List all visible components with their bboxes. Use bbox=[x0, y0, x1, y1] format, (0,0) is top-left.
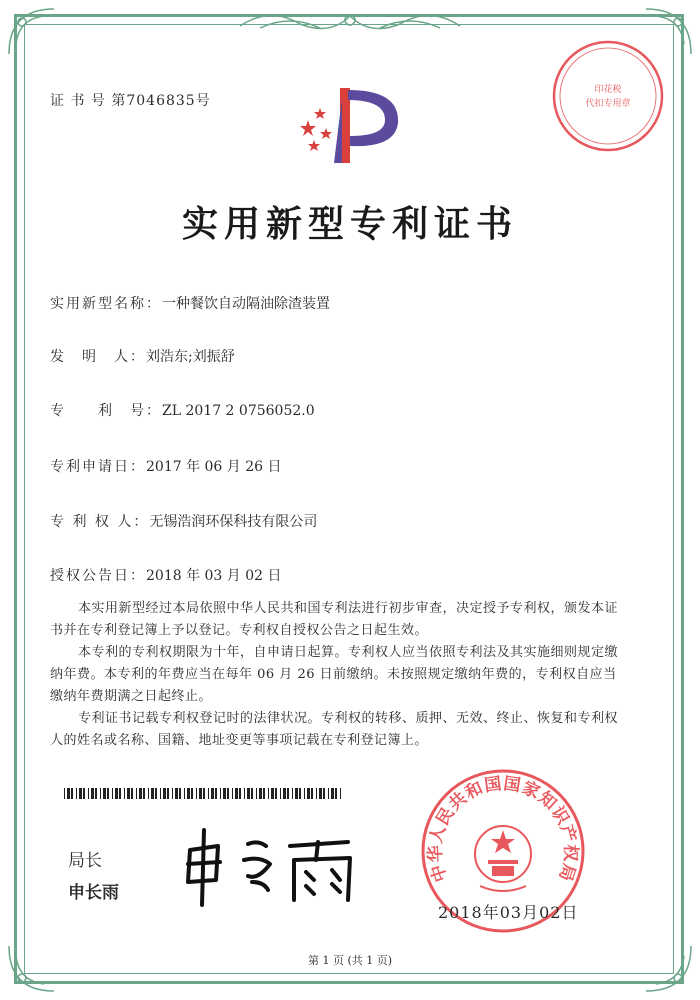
barcode-bar bbox=[323, 788, 325, 799]
page-number: 第 1 页 (共 1 页) bbox=[307, 954, 393, 967]
barcode-bar bbox=[124, 788, 125, 799]
barcode-bar bbox=[187, 788, 190, 799]
field-value: 一种餐饮自动隔油除渣装置 bbox=[162, 296, 330, 312]
body-paragraph: 本专利的专利权期限为十年，自申请日起算。专利权人应当依照专利法及其实施细则规定缴纳年费。本专利的年费应当在每年 06 月 26 日前缴纳。未按照规定缴纳年费的，专利权自应当缴纳年费期满之日起终止。 bbox=[50, 645, 619, 704]
barcode-bar bbox=[227, 788, 229, 799]
barcode-bar bbox=[335, 788, 337, 799]
barcode-bar bbox=[191, 788, 193, 799]
barcode-icon bbox=[64, 788, 344, 799]
barcode-bar bbox=[148, 788, 149, 799]
barcode-bar bbox=[239, 788, 241, 799]
barcode-bar bbox=[251, 788, 253, 799]
signatory-name: 申长雨 bbox=[68, 883, 119, 903]
barcode-bar bbox=[287, 788, 289, 799]
field-value: 刘浩东;刘振舒 bbox=[146, 349, 235, 365]
seal-text: 中华人民共和国国家知识产权局 bbox=[425, 773, 581, 885]
signatory-title: 局长 bbox=[68, 851, 102, 871]
barcode-bar bbox=[107, 788, 109, 799]
field-inventor bbox=[50, 346, 235, 366]
barcode-bar bbox=[179, 788, 181, 799]
barcode-bar bbox=[304, 788, 305, 799]
barcode-bar bbox=[139, 788, 142, 799]
barcode-bar bbox=[203, 788, 205, 799]
barcode-bar bbox=[268, 788, 269, 799]
body-paragraph: 本实用新型经过本局依照中华人民共和国专利法进行初步审查，决定授予专利权，颁发本证书并在专利登记簿上予以登记。专利权自授权公告之日起生效。 bbox=[50, 601, 619, 638]
barcode-bar bbox=[115, 788, 118, 799]
field-label: 专 利 号： bbox=[50, 403, 162, 419]
barcode-bar bbox=[328, 788, 329, 799]
seal-date: 2018年03月02日 bbox=[438, 903, 579, 922]
barcode-bar bbox=[100, 788, 101, 799]
top-ornament-icon bbox=[230, 6, 470, 36]
barcode-bar bbox=[88, 788, 89, 799]
field-utility-model-name bbox=[50, 293, 330, 313]
field-label: 专 利 权 人： bbox=[50, 514, 150, 530]
field-label: 实用新型名称： bbox=[50, 296, 162, 312]
corner-ornament-icon bbox=[4, 4, 64, 64]
barcode-bar bbox=[131, 788, 133, 799]
barcode-bar bbox=[167, 788, 169, 799]
handwritten-signature-icon bbox=[178, 820, 378, 910]
patent-office-logo-icon bbox=[290, 78, 410, 168]
barcode-bar bbox=[79, 788, 82, 799]
body-paragraph: 专利证书记载专利权登记时的法律状况。专利权的转移、质押、无效、终止、恢复和专利权人的姓名或名称、国籍、地址变更等事项记载在专利登记簿上。 bbox=[50, 711, 619, 748]
barcode-bar bbox=[299, 788, 301, 799]
barcode-bar bbox=[232, 788, 233, 799]
barcode-bar bbox=[247, 788, 250, 799]
barcode-bar bbox=[223, 788, 226, 799]
barcode-bar bbox=[95, 788, 97, 799]
certificate-number: 证 书 号 第7046835号 bbox=[50, 93, 211, 109]
barcode-bar bbox=[67, 788, 70, 799]
barcode-bar bbox=[208, 788, 209, 799]
barcode-bar bbox=[160, 788, 161, 799]
barcode-bar bbox=[263, 788, 265, 799]
barcode-bar bbox=[112, 788, 113, 799]
barcode-bar bbox=[316, 788, 317, 799]
barcode-bar bbox=[119, 788, 121, 799]
barcode-bar bbox=[71, 788, 73, 799]
barcode-bar bbox=[244, 788, 245, 799]
field-label: 发 明 人： bbox=[50, 349, 146, 365]
tax-stamp-center-text: 印花税 bbox=[594, 85, 622, 95]
barcode-bar bbox=[83, 788, 85, 799]
field-label: 授权公告日： bbox=[50, 568, 146, 584]
barcode-bar bbox=[184, 788, 185, 799]
barcode-bar bbox=[259, 788, 262, 799]
tax-stamp-icon bbox=[548, 36, 668, 156]
barcode-bar bbox=[340, 788, 341, 799]
barcode-bar bbox=[151, 788, 154, 799]
barcode-bar bbox=[172, 788, 173, 799]
barcode-bar bbox=[295, 788, 298, 799]
barcode-bar bbox=[136, 788, 137, 799]
barcode-bar bbox=[103, 788, 106, 799]
field-value: 2018 年 03 月 02 日 bbox=[146, 568, 282, 584]
field-value: 无锡浩润环保科技有限公司 bbox=[149, 514, 318, 530]
barcode-bar bbox=[199, 788, 202, 799]
barcode-bar bbox=[275, 788, 277, 799]
barcode-bar bbox=[283, 788, 286, 799]
barcode-bar bbox=[235, 788, 238, 799]
barcode-bar bbox=[319, 788, 322, 799]
barcode-bar bbox=[91, 788, 94, 799]
barcode-bar bbox=[143, 788, 145, 799]
barcode-bar bbox=[127, 788, 130, 799]
barcode-bar bbox=[256, 788, 257, 799]
barcode-bar bbox=[64, 788, 65, 799]
barcode-bar bbox=[307, 788, 310, 799]
field-filing-date bbox=[50, 456, 282, 476]
barcode-bar bbox=[311, 788, 313, 799]
barcode-bar bbox=[331, 788, 334, 799]
tax-stamp-center-text: 代扣专用章 bbox=[585, 99, 631, 109]
barcode-bar bbox=[163, 788, 166, 799]
barcode-bar bbox=[175, 788, 178, 799]
barcode-bar bbox=[280, 788, 281, 799]
field-patent-number bbox=[50, 400, 315, 420]
barcode-bar bbox=[196, 788, 197, 799]
barcode-bar bbox=[292, 788, 293, 799]
field-value: 2017 年 06 月 26 日 bbox=[146, 459, 282, 475]
barcode-bar bbox=[76, 788, 77, 799]
field-label: 专利申请日： bbox=[50, 459, 146, 475]
barcode-bar bbox=[211, 788, 214, 799]
barcode-bar bbox=[155, 788, 157, 799]
field-grant-date bbox=[50, 565, 282, 585]
field-patentee bbox=[50, 511, 317, 531]
document-title: 实用新型专利证书 bbox=[181, 203, 518, 245]
barcode-bar bbox=[220, 788, 221, 799]
barcode-bar bbox=[271, 788, 274, 799]
field-value: ZL 2017 2 0756052.0 bbox=[162, 403, 315, 419]
barcode-bar bbox=[215, 788, 217, 799]
